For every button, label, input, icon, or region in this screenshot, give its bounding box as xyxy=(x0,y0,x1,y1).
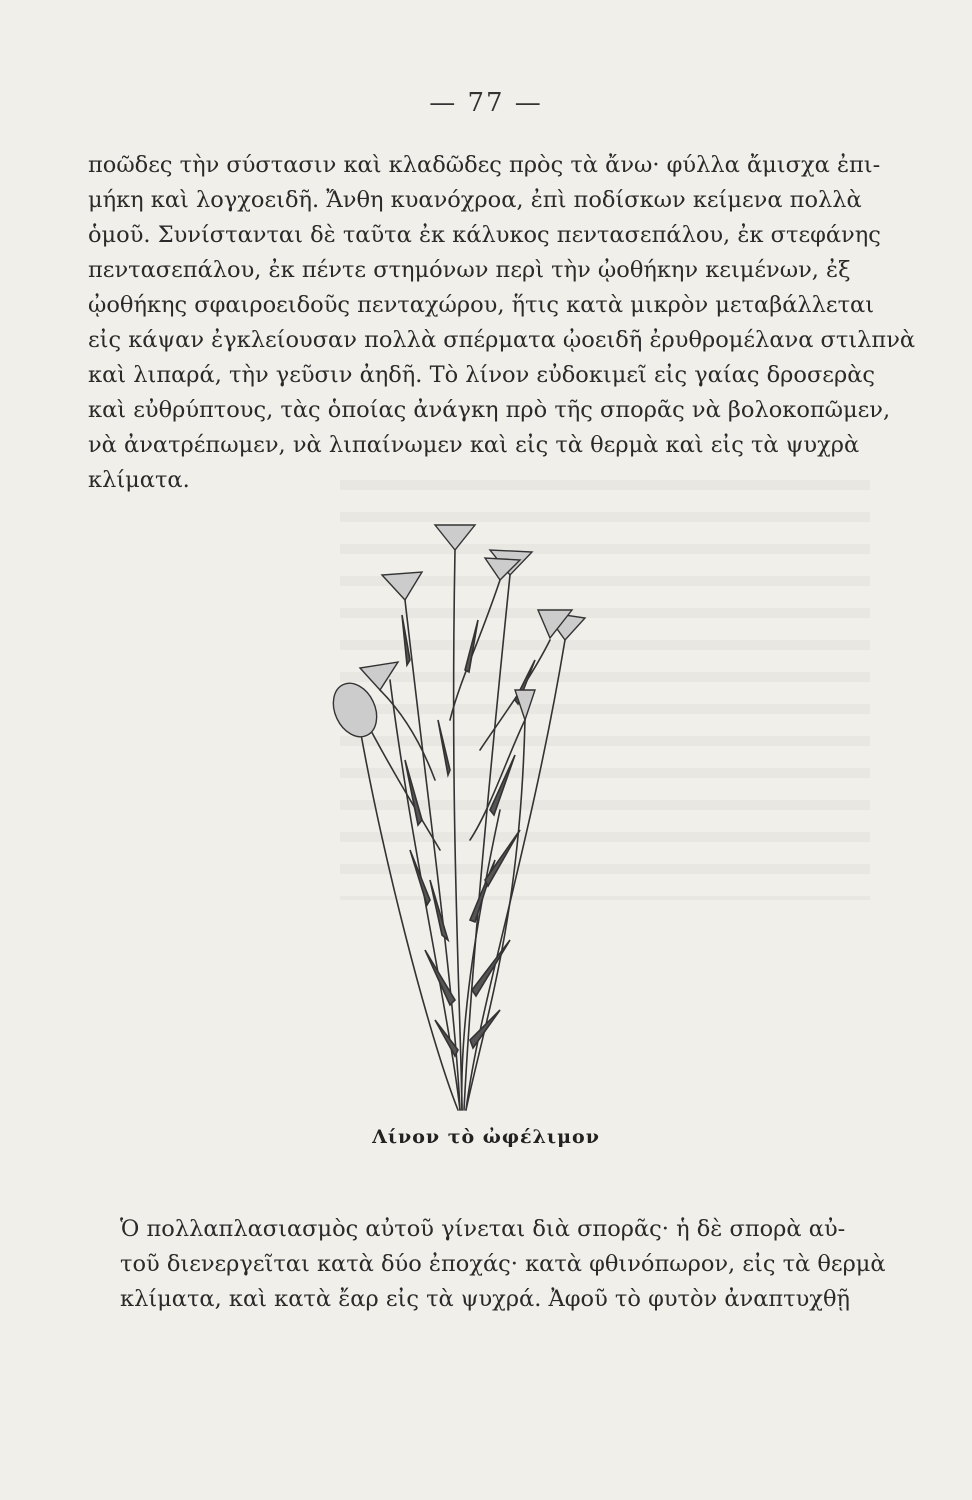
text-line: εἰς κάψαν ἐγκλείουσαν πολλὰ σπέρματα ᾠοειδῆ ἐρυθρομέλανα στιλπνὰ xyxy=(88,327,916,353)
paragraph-description xyxy=(88,148,916,498)
text-line: νὰ ἀνατρέπωμεν, νὰ λιπαίνωμεν καὶ εἰς τὰ θερμὰ καὶ εἰς τὰ ψυχρὰ xyxy=(88,432,860,458)
text-line: καὶ λιπαρά, τὴν γεῦσιν ἀηδῆ. Τὸ λίνον εὐδοκιμεῖ εἰς γαίας δροσερὰς xyxy=(88,362,875,388)
text-line: ὁμοῦ. Συνίστανται δὲ ταῦτα ἐκ κάλυκος πεντασεπάλου, ἐκ στεφάνης xyxy=(88,222,881,248)
text-line: κλίματα. xyxy=(88,467,190,493)
text-line: καὶ εὐθρύπτους, τὰς ὁποίας ἀνάγκη πρὸ τῆς σπορᾶς νὰ βολοκοπῶμεν, xyxy=(88,397,891,423)
text-line: τοῦ διενεργεῖται κατὰ δύο ἐποχάς· κατὰ φθινόπωρον, εἰς τὰ θερμὰ xyxy=(120,1251,886,1277)
text-line: Ὁ πολλαπλασιασμὸς αὐτοῦ γίνεται διὰ σπορᾶς· ἡ δὲ σπορὰ αὐ- xyxy=(120,1216,846,1242)
flax-plant-illustration xyxy=(310,520,610,1120)
text-line: ᾠοθήκης σφαιροειδοῦς πενταχώρου, ἥτις κατὰ μικρὸν μεταβάλλεται xyxy=(88,292,875,318)
paragraph-propagation xyxy=(88,1212,886,1317)
text-line: πεντασεπάλου, ἐκ πέντε στημόνων περὶ τὴν ᾠοθήκην κειμένων, ἐξ xyxy=(88,257,851,283)
text-line: μήκη καὶ λογχοειδῆ. Ἄνθη κυανόχροα, ἐπὶ ποδίσκων κείμενα πολλὰ xyxy=(88,187,862,213)
text-line: ποῶδες τὴν σύστασιν καὶ κλαδῶδες πρὸς τὰ ἄνω· φύλλα ἄμισχα ἐπι- xyxy=(88,152,881,178)
text-line: κλίματα, καὶ κατὰ ἔαρ εἰς τὰ ψυχρά. Ἀφοῦ τὸ φυτὸν ἀναπτυχθῇ xyxy=(120,1286,850,1312)
figure-caption: Λίνον τὸ ὠφέλιμον xyxy=(372,1126,600,1148)
page-number: — 77 — xyxy=(429,88,543,118)
